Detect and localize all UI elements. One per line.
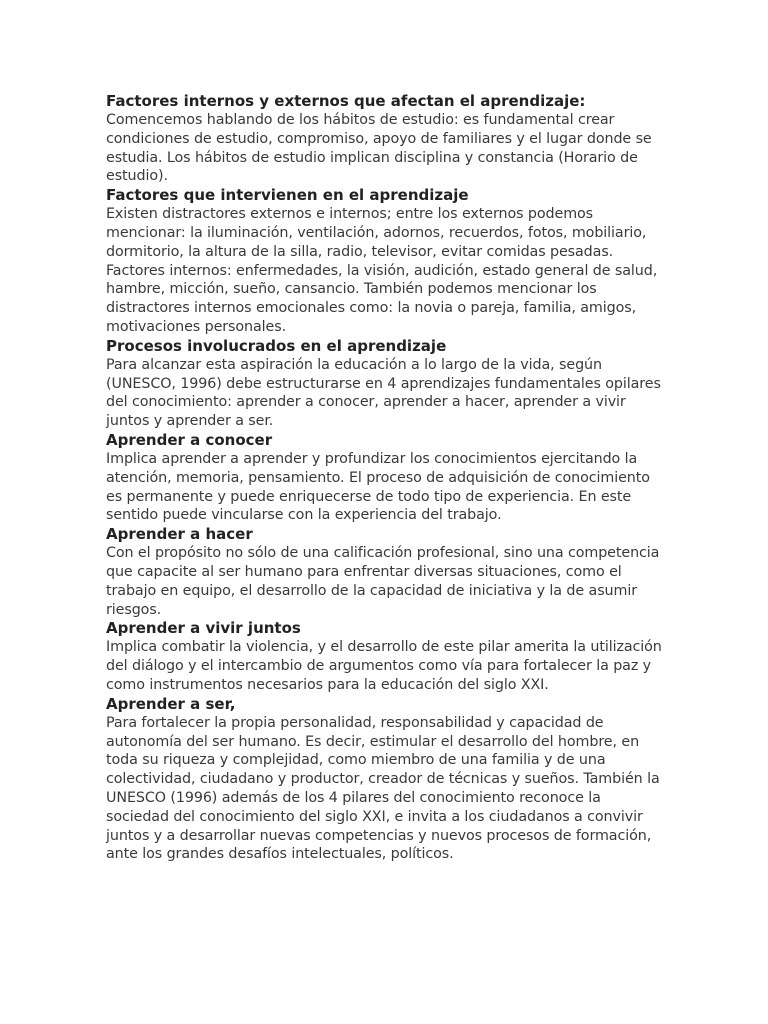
section-heading: Aprender a ser, [106,694,236,713]
section-paragraph: Con el propósito no sólo de una calificación profesional, sino una competencia que capacite al ser humano para enfrentar diversas situaciones, como el trabajo en equipo, el desarrollo de la capacidad de iniciativa y la de asumir riesgos. [106,545,660,618]
section-paragraph: Existen distractores externos e internos; entre los externos podemos mencionar: la iluminación, ventilación, adornos, recuerdos, fotos, mobiliario, dormitorio, la altura de la silla, radio, televisor, evitar comidas pesadas. Factores internos: enfermedades, la visión, audición, estado general de salud, hambre, micción, sueño, cansancio. También podemos mencionar los distractores internos emocionales como: la novia o pareja, familia, amigos, motivaciones personales. [106,206,658,335]
section-factores-internos-externos [106,92,666,186]
section-paragraph: Para fortalecer la propia personalidad, responsabilidad y capacidad de autonomía del ser humano. Es decir, estimular el desarrollo del hombre, en toda su riqueza y complejidad, como miembro de una familia y de una colectividad, ciudadano y productor, creador de técnicas y sueños. También la UNESCO (1996) además de los 4 pilares del conocimiento reconoce la sociedad del conocimiento del siglo XXI, e invita a los ciudadanos a convivir juntos y a desarrollar nuevas competencias y nuevos procesos de formación, ante los grandes desafíos intelectuales, políticos. [106,714,660,863]
document-page [106,92,666,864]
section-aprender-a-hacer [106,525,666,619]
section-procesos-involucrados [106,337,666,431]
section-heading: Procesos involucrados en el aprendizaje [106,336,447,355]
section-heading: Aprender a vivir juntos [106,619,301,638]
section-paragraph: Implica aprender a aprender y profundizar los conocimientos ejercitando la atención, memoria, pensamiento. El proceso de adquisición de conocimiento es permanente y puede enriquecerse de todo tipo de experiencia. En este sentido puede vincularse con la experiencia del trabajo. [106,450,650,524]
section-aprender-a-ser [106,695,666,864]
section-paragraph: Implica combatir la violencia, y el desarrollo de este pilar amerita la utilización del diálogo y el intercambio de argumentos como vía para fortalecer la paz y como instrumentos necesarios para la educación del siglo XXI. [106,639,662,693]
section-paragraph: Para alcanzar esta aspiración la educación a lo largo de la vida, según (UNESCO, 1996) debe estructurarse en 4 aprendizajes fundamentales opilares del conocimiento: aprender a conocer, aprender a hacer, aprender a vivir juntos y aprender a ser. [106,356,661,430]
section-heading: Factores internos y externos que afectan el aprendizaje: [106,92,586,110]
section-factores-intervienen [106,186,666,337]
section-heading: Aprender a conocer [106,430,273,449]
section-aprender-a-conocer [106,431,666,525]
section-heading: Factores que intervienen en el aprendizaje [106,186,469,205]
section-paragraph: Comencemos hablando de los hábitos de estudio: es fundamental crear condiciones de estudio, compromiso, apoyo de familiares y el lugar donde se estudia. Los hábitos de estudio implican disciplina y constancia (Horario de estudio). [106,112,652,185]
section-aprender-a-vivir-juntos [106,619,666,694]
section-heading: Aprender a hacer [106,525,253,544]
